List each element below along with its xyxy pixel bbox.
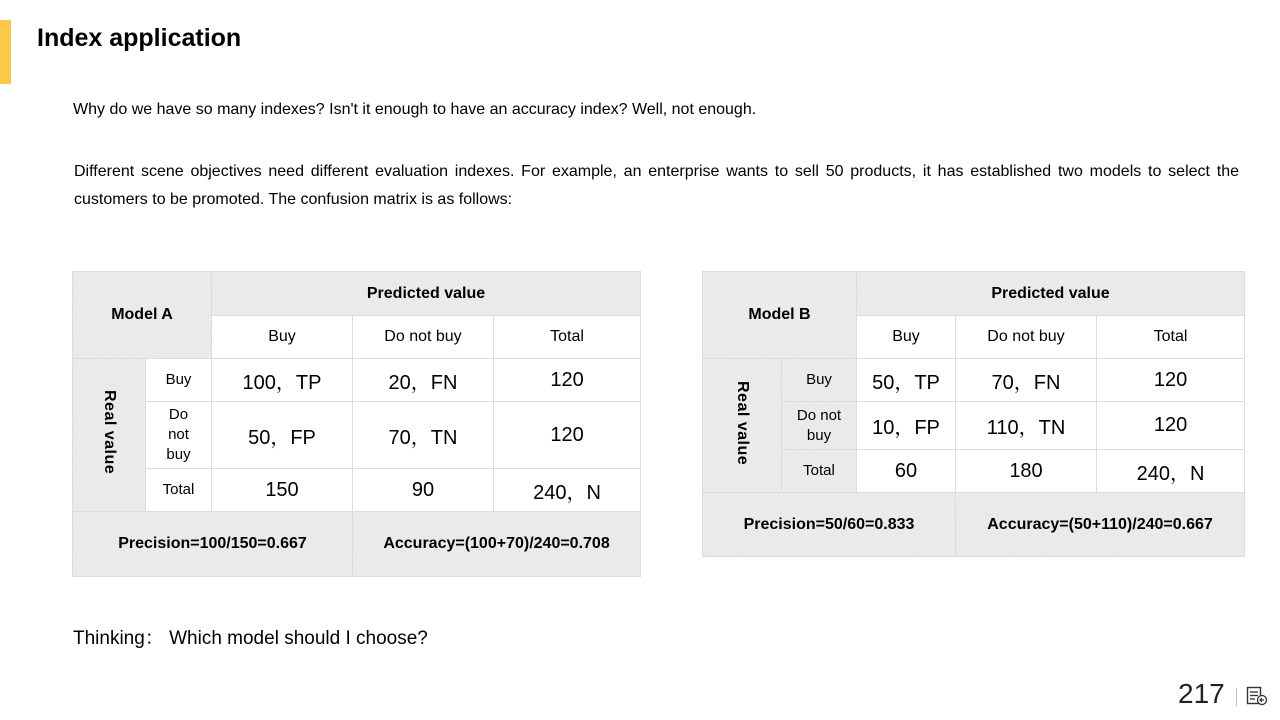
- slide-title: Index application: [37, 24, 242, 52]
- row-label: Total: [782, 450, 857, 493]
- matrix-cell: 10，FP: [857, 402, 956, 450]
- matrix-cell: 120: [494, 359, 641, 402]
- matrix-cell: 90: [353, 469, 494, 512]
- page-number-divider: [1236, 688, 1237, 706]
- column-header: Do not buy: [956, 316, 1097, 359]
- row-label: Do not buy: [782, 402, 857, 450]
- model-name: Model B: [703, 272, 857, 359]
- matrix-cell: 100，TP: [212, 359, 353, 402]
- precision-formula: Precision=100/150=0.667: [73, 512, 353, 577]
- real-value-header: Real value: [73, 359, 146, 512]
- matrix-cell: 50，TP: [857, 359, 956, 402]
- matrix-cell: 150: [212, 469, 353, 512]
- matrix-cell: 70，FN: [956, 359, 1097, 402]
- matrix-cell: 20，FN: [353, 359, 494, 402]
- title-accent-bar: [0, 20, 11, 84]
- row-label: Buy: [782, 359, 857, 402]
- matrix-cell: 120: [1097, 402, 1245, 450]
- column-header: Buy: [212, 316, 353, 359]
- intro-text: Why do we have so many indexes? Isn't it enough to have an accuracy index? Well, not enough.: [73, 101, 757, 118]
- description-paragraph: Different scene objectives need different evaluation indexes. For example, an enterprise wants to sell 50 products, it has established two models to select the customers to be promoted. The confusion matrix is as follows:: [74, 163, 1239, 208]
- model-name: Model A: [73, 272, 212, 359]
- matrix-cell: 120: [494, 402, 641, 469]
- row-label: Do not buy: [146, 402, 212, 469]
- page-number: 217: [1178, 678, 1225, 709]
- matrix-cell: 180: [956, 450, 1097, 493]
- precision-formula: Precision=50/60=0.833: [703, 493, 956, 557]
- column-header: Total: [1097, 316, 1245, 359]
- matrix-cell: 50，FP: [212, 402, 353, 469]
- slide-navigation-icon[interactable]: [1246, 686, 1268, 706]
- matrix-cell: 120: [1097, 359, 1245, 402]
- predicted-value-header: Predicted value: [857, 272, 1245, 316]
- predicted-value-header: Predicted value: [212, 272, 641, 316]
- matrix-cell: 240，N: [494, 469, 641, 512]
- matrix-cell: 110，TN: [956, 402, 1097, 450]
- matrix-cell: 70，TN: [353, 402, 494, 469]
- accuracy-formula: Accuracy=(50+110)/240=0.667: [956, 493, 1245, 557]
- matrix-cell: 60: [857, 450, 956, 493]
- real-value-header: Real value: [703, 359, 782, 493]
- row-label: Total: [146, 469, 212, 512]
- column-header: Do not buy: [353, 316, 494, 359]
- confusion-matrix-model-a: [72, 271, 641, 577]
- confusion-matrix-model-b: [702, 271, 1245, 557]
- column-header: Buy: [857, 316, 956, 359]
- thinking-question: Thinking： Which model should I choose?: [73, 628, 428, 649]
- row-label: Buy: [146, 359, 212, 402]
- accuracy-formula: Accuracy=(100+70)/240=0.708: [353, 512, 641, 577]
- matrix-cell: 240，N: [1097, 450, 1245, 493]
- column-header: Total: [494, 316, 641, 359]
